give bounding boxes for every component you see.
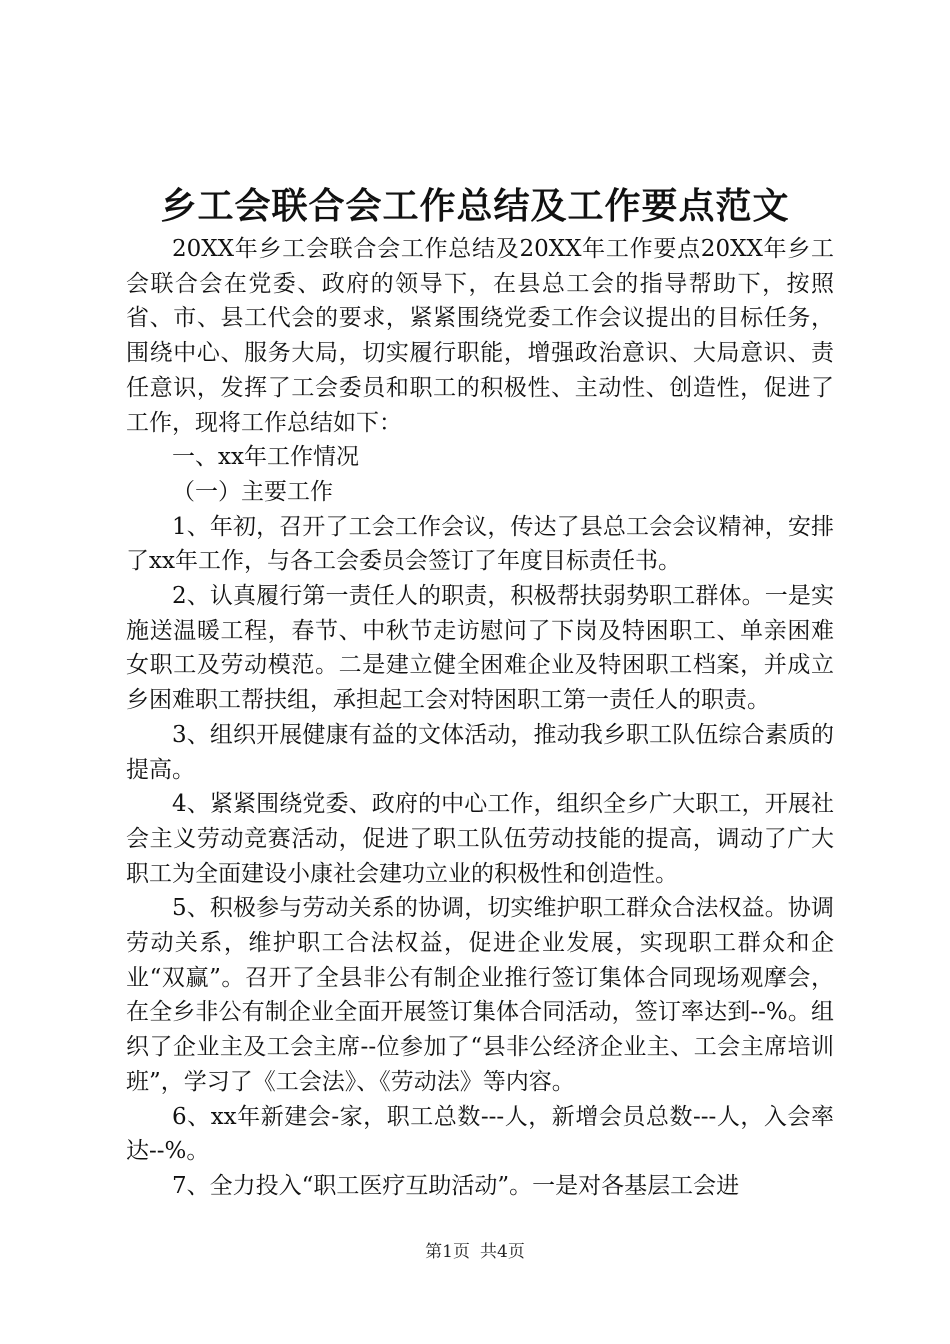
document-title: 乡工会联合会工作总结及工作要点范文	[160, 185, 790, 227]
paragraph-item-6: 6、xx年新建会-家，职工总数---人，新增会员总数---人，入会率达--%。	[126, 1103, 834, 1165]
subsection-heading: （一）主要工作	[172, 478, 333, 505]
page-number: 第1页	[425, 1242, 470, 1262]
paragraph-item-2: 2、认真履行第一责任人的职责，积极帮扶弱势职工群体。一是实施送温暖工程，春节、中秋节走访慰问了下岗及特困职工、单亲困难女职工及劳动模范。二是建立健全困难企业及特困职工档案，并成立乡困难职工帮扶组，承担起工会对特困职工第一责任人的职责。	[126, 583, 834, 714]
page-footer	[0, 1240, 950, 1264]
document-body	[126, 232, 834, 1204]
paragraph-item-4: 4、紧紧围绕党委、政府的中心工作，组织全乡广大职工，开展社会主义劳动竞赛活动，促进了职工队伍劳动技能的提高，调动了广大职工为全面建设小康社会建功立业的积极性和创造性。	[126, 791, 834, 887]
paragraph-item-5: 5、积极参与劳动关系的协调，切实维护职工群众合法权益。协调劳动关系，维护职工合法权益，促进企业发展，实现职工群众和企业“双赢”。召开了全县非公有制企业推行签订集体合同现场观摩会，在全乡非公有制企业全面开展签订集体合同活动，签订率达到--%。组织了企业主及工会主席--位参加了“县非公经济企业主、工会主席培训班”，学习了《工会法》、《劳动法》等内容。	[126, 895, 834, 1095]
paragraph-item-3: 3、组织开展健康有益的文体活动，推动我乡职工队伍综合素质的提高。	[126, 721, 834, 783]
paragraph-item-7: 7、全力投入“职工医疗互助活动”。一是对各基层工会进	[172, 1172, 740, 1199]
paragraph-intro: 20XX年乡工会联合会工作总结及20XX年工作要点20XX年乡工会联合会在党委、政府的领导下，在县总工会的指导帮助下，按照省、市、县工代会的要求，紧紧围绕党委工作会议提出的目标任务，围绕中心、服务大局，切实履行职能，增强政治意识、大局意识、责任意识，发挥了工会委员和职工的积极性、主动性、创造性，促进了工作，现将工作总结如下：	[126, 236, 834, 436]
section-heading: 一、xx年工作情况	[172, 444, 359, 471]
page-total: 共4页	[480, 1242, 525, 1262]
paragraph-item-1: 1、年初，召开了工会工作会议，传达了县总工会会议精神，安排了xx年工作，与各工会委员会签订了年度目标责任书。	[126, 513, 834, 575]
